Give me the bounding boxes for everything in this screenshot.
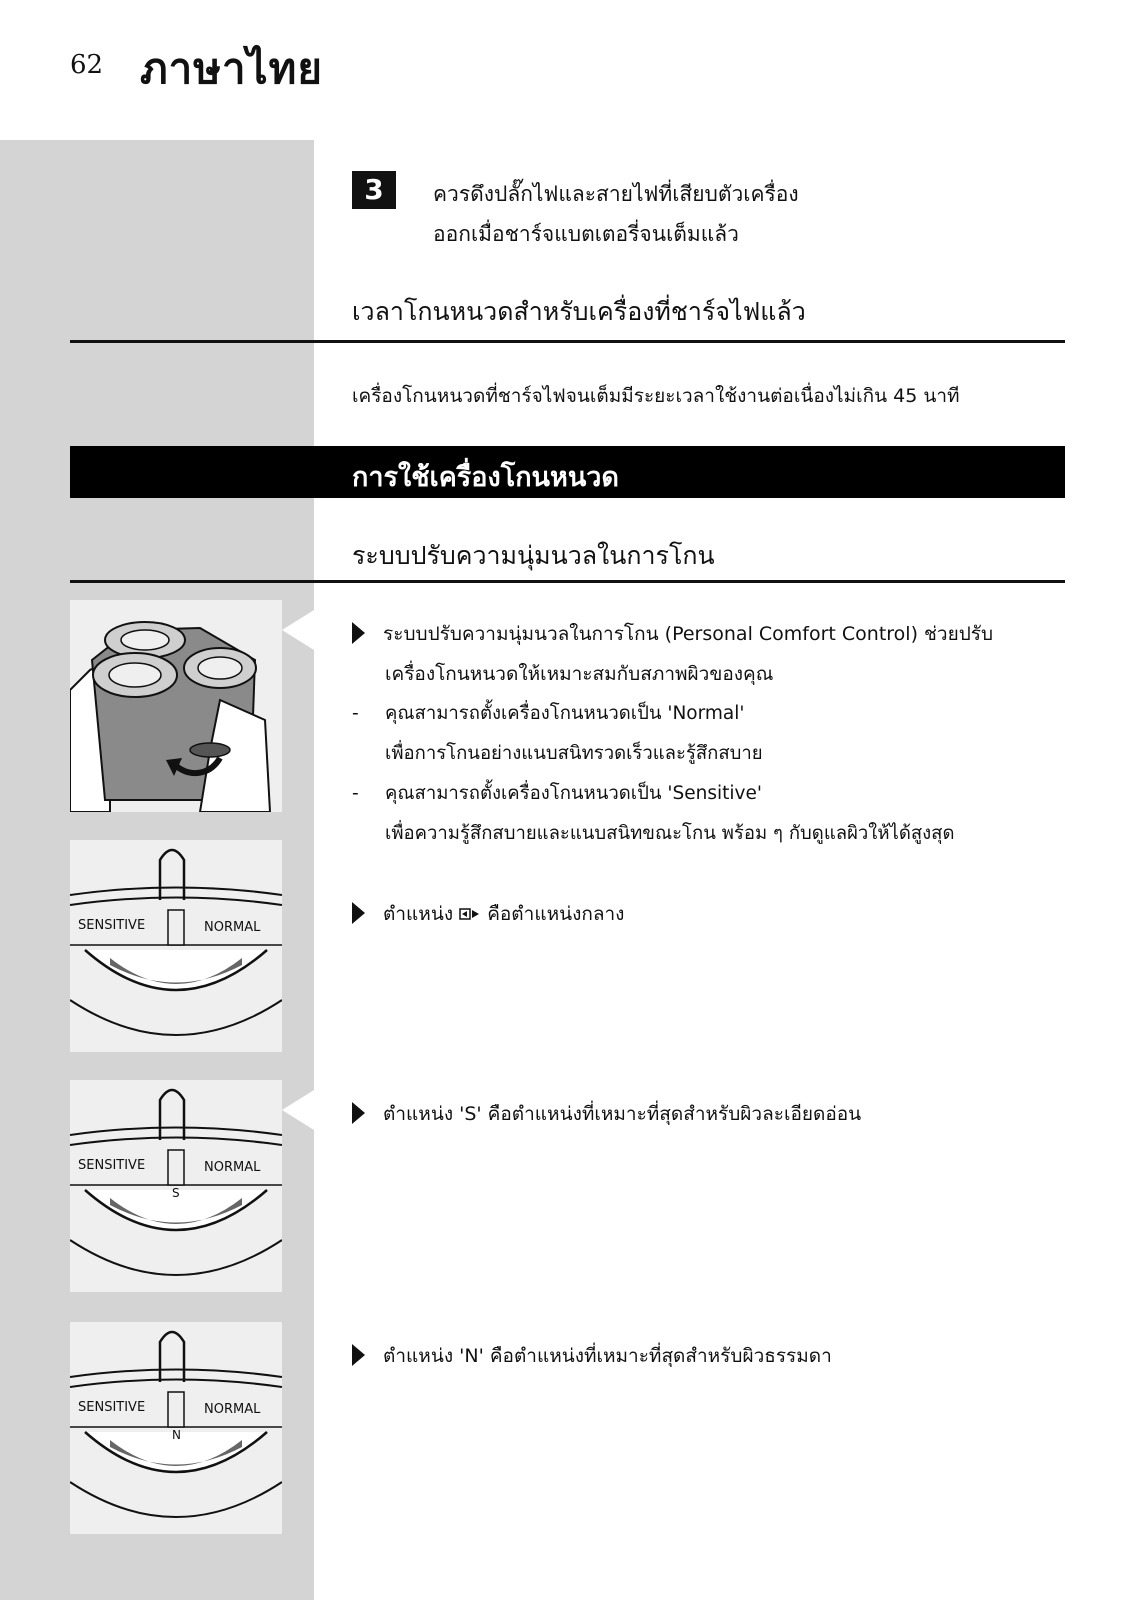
bullet-icon — [352, 902, 365, 924]
dash-marker: - — [352, 703, 359, 724]
position-s-text: ตำแหน่ง 'S' คือตำแหน่งที่เหมาะที่สุดสำหรับผิวละเอียดอ่อน — [383, 1103, 862, 1125]
dial-label-normal: NORMAL — [204, 1402, 261, 1417]
item-sensitive-line2: เพื่อความรู้สึกสบายและแนบสนิทขณะโกน พร้อม ๆ กับดูแลผิวให้ได้สูงสุด — [385, 823, 955, 844]
step-text — [433, 174, 799, 254]
dial-n-panel — [70, 1322, 282, 1534]
heading-rule — [70, 580, 1065, 583]
step-number-badge: 3 — [352, 171, 396, 209]
dial-label-normal: NORMAL — [204, 1160, 261, 1175]
section-heading-runtime: เวลาโกนหนวดสำหรับเครื่องที่ชาร์จไฟแล้ว — [352, 297, 806, 326]
section-heading-use: การใช้เครื่องโกนหนวด — [352, 462, 619, 493]
dial-label-normal: NORMAL — [204, 920, 261, 935]
dial-s-panel — [70, 1080, 282, 1292]
dial-center-panel — [70, 840, 282, 1052]
shaver-illustration-panel — [70, 600, 282, 812]
bullet-icon — [352, 1344, 365, 1366]
position-center-pre: ตำแหน่ง — [383, 903, 454, 925]
position-center-post: คือตำแหน่งกลาง — [487, 903, 625, 925]
pointer-notch — [282, 610, 314, 650]
dial-center-illustration — [70, 840, 282, 1052]
dial-label-s: S — [172, 1186, 180, 1200]
comfort-intro — [352, 614, 993, 654]
item-normal-line1: คุณสามารถตั้งเครื่องโกนหนวดเป็น 'Normal' — [385, 703, 745, 724]
dash-marker: - — [352, 783, 359, 804]
heading-rule — [70, 340, 1065, 343]
comfort-intro-line2: เครื่องโกนหนวดให้เหมาะสมกับสภาพผิวของคุณ — [385, 663, 774, 685]
item-normal-line2: เพื่อการโกนอย่างแนบสนิทรวดเร็วและรู้สึกสบาย — [385, 743, 763, 764]
dial-label-sensitive: SENSITIVE — [78, 1158, 146, 1173]
page-number: 62 — [70, 50, 104, 80]
bullet-icon — [352, 622, 365, 644]
position-n — [352, 1336, 832, 1376]
dial-label-sensitive: SENSITIVE — [78, 918, 146, 933]
runtime-text: เครื่องโกนหนวดที่ชาร์จไฟจนเต็มมีระยะเวลาใช้งานต่อเนื่องไม่เกิน 45 นาที — [352, 385, 960, 407]
comfort-intro-line1: ระบบปรับความนุ่มนวลในการโกน (Personal Comfort Control) ช่วยปรับ — [383, 623, 994, 645]
shaver-dial-illustration — [70, 600, 282, 812]
position-center — [352, 894, 624, 934]
step-text-line1: ควรดึงปลั๊กไฟและสายไฟที่เสียบตัวเครื่อง — [433, 182, 799, 206]
position-s — [352, 1094, 861, 1134]
section-heading-comfort: ระบบปรับความนุ่มนวลในการโกน — [352, 541, 715, 570]
dial-label-n: N — [172, 1428, 181, 1442]
step-text-line2: ออกเมื่อชาร์จแบตเตอรี่จนเต็มแล้ว — [433, 222, 739, 246]
position-n-text: ตำแหน่ง 'N' คือตำแหน่งที่เหมาะที่สุดสำหรับผิวธรรมดา — [383, 1345, 832, 1367]
item-sensitive-line1: คุณสามารถตั้งเครื่องโกนหนวดเป็น 'Sensitive' — [385, 783, 762, 804]
pointer-notch — [282, 1090, 314, 1130]
dial-label-sensitive: SENSITIVE — [78, 1400, 146, 1415]
bullet-icon — [352, 1102, 365, 1124]
center-position-icon — [459, 907, 481, 921]
page-title: ภาษาไทย — [140, 44, 323, 93]
